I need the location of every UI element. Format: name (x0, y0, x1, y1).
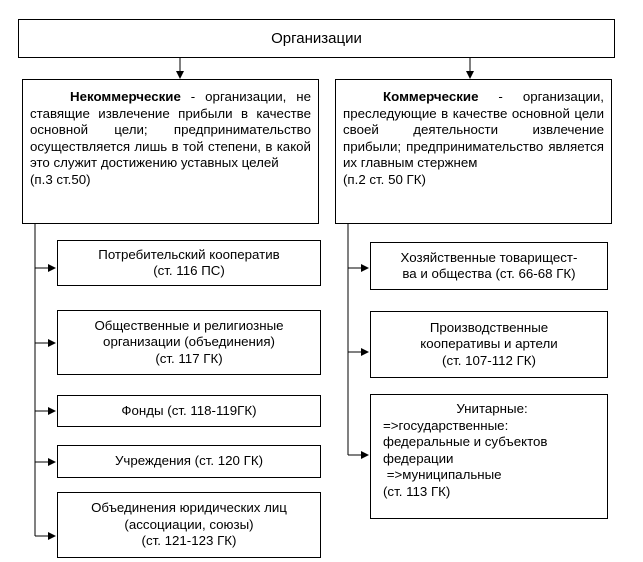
item-line: федеральные и субъектов (383, 434, 548, 449)
item-line: федерации (383, 450, 454, 466)
commercial-heading: Коммерческие (383, 89, 479, 104)
noncommercial-box (22, 79, 319, 224)
item-line: Фонды (ст. 118-119ГК) (121, 402, 257, 418)
item-legal-entity-associations (57, 492, 321, 558)
item-line: (ст. 117 ГК) (155, 350, 223, 366)
item-line: =>государственные: (383, 417, 509, 433)
item-line: Объединения юридических лиц (91, 500, 287, 516)
item-line: Общественные и религиозные (94, 317, 284, 333)
commercial-reference: (п.2 ст. 50 ГК) (343, 171, 426, 187)
commercial-box (335, 79, 612, 224)
item-consumer-cooperative (57, 240, 321, 286)
item-line: Учреждения (ст. 120 ГК) (114, 453, 264, 469)
item-line: (ассоциации, союзы) (124, 516, 254, 532)
item-funds (57, 395, 321, 427)
item-line: Производственные (429, 319, 549, 335)
item-line: (ст. 107-112 ГК) (442, 352, 536, 368)
root-label: Организации (271, 30, 362, 47)
commercial-description: - организации, преследующие в качестве основной цели своей деятельности извлечение прибыли; предпринимательство является их главным стержнем (343, 89, 604, 170)
item-line: (ст. 116 ПС) (153, 263, 225, 278)
noncommercial-reference: (п.3 ст.50) (30, 171, 91, 187)
item-line: организации (объединения) (103, 334, 275, 350)
item-institutions (57, 445, 321, 478)
item-unitary-enterprises (370, 394, 608, 519)
item-line: Унитарные: (456, 401, 528, 416)
item-production-cooperatives (370, 311, 608, 378)
item-line: Потребительский кооператив (98, 246, 280, 262)
item-line: (ст. 121-123 ГК) (141, 533, 237, 549)
item-public-religious-organizations (57, 310, 321, 375)
root-organizations (18, 19, 615, 58)
item-line: =>муниципальные (383, 467, 502, 482)
item-line: кооперативы и артели (420, 336, 558, 352)
item-line: Хозяйственные товарищест- (400, 249, 578, 265)
item-line: ва и общества (ст. 66-68 ГК) (402, 266, 576, 281)
item-business-partnerships (370, 242, 608, 290)
noncommercial-description: - организации, не ставящие извлечение прибыли в качестве основной цели; предпринимательство осуществляется лишь в той степени, в какой это служит достижению уставных целей (30, 89, 311, 170)
noncommercial-heading: Некоммерческие (70, 89, 181, 104)
item-line: (ст. 113 ГК) (383, 483, 451, 499)
